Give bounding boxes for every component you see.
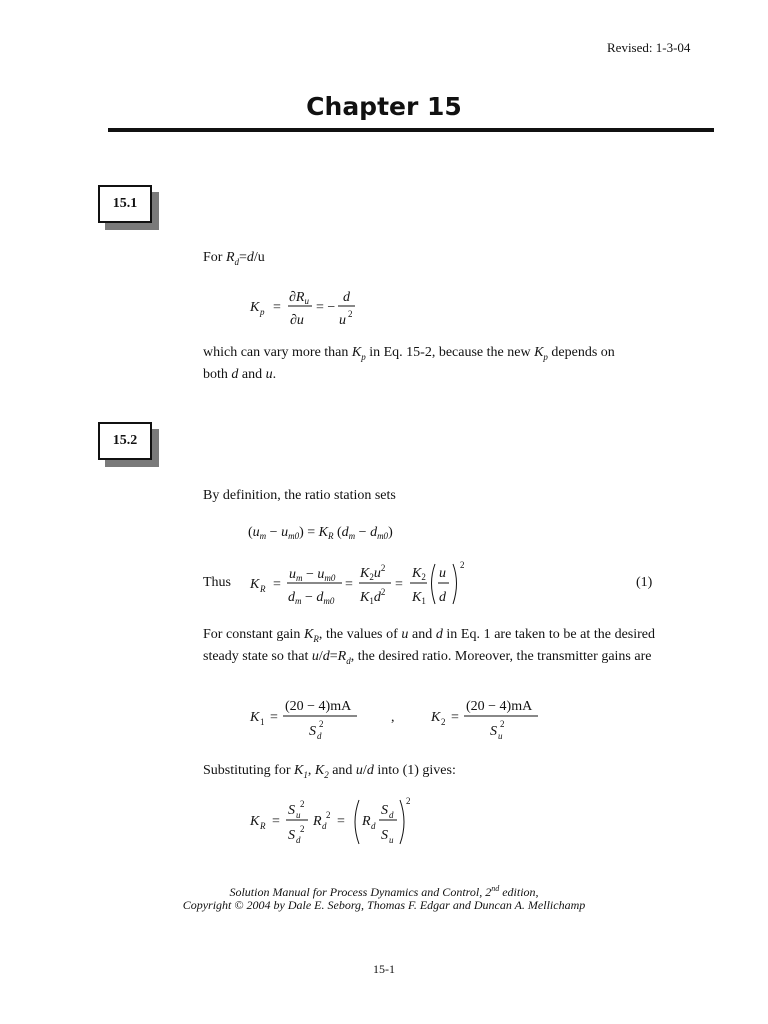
svg-text:R: R [313,814,322,829]
svg-text:K2u2: $K_2u^2$ [360,563,386,582]
svg-text:d: d [317,731,322,741]
para-b: in Eq. 15-2, because the new [365,345,535,360]
svg-text:2: 2 [441,717,446,727]
section-15-1-paragraph: which can vary more than $K_p$ in Eq. 15-2, because the new $K_p$ depends on both d and u. [203,345,615,382]
svg-text:2: 2 [300,799,305,809]
revised-date: Revised: 1-3-04 [607,40,691,55]
equation-kp [245,284,375,330]
svg-text:=: = [270,710,278,725]
svg-text:2: 2 [406,796,411,806]
svg-text:=: = [337,814,345,829]
section-label-15-1 [98,185,152,223]
svg-text:=: = [395,577,403,592]
svg-text:K1: $K_1$ [412,590,426,606]
title-rule [108,128,714,132]
svg-text:(20 − 4)mA: (20 − 4)mA [466,699,533,714]
subst-post: into (1) gives: [373,763,456,778]
intro-sub: d [234,256,240,267]
svg-text:S: S [490,724,497,739]
para-d: both [203,366,232,382]
svg-text:=: = [273,300,281,315]
svg-text:=: = [451,710,459,725]
svg-text:u: u [339,313,346,328]
svg-text:∂Ru: $\partial R_u$ [289,290,309,306]
svg-text:=: = [345,577,353,592]
svg-text:u: u [296,810,301,820]
svg-text:d: d [296,835,301,845]
kp-var: K [351,345,362,360]
svg-text:S: S [309,724,316,739]
equation-kr [245,558,475,610]
svg-text:=: = [272,814,280,829]
footer-edition: edition, [499,885,539,899]
svg-text:=: = [273,577,281,592]
intro-var: R [225,250,235,265]
subst-pre: Substituting for [203,763,295,778]
svg-text:d: d [371,821,376,831]
svg-text:K: K [250,300,260,315]
svg-text:∂u: ∂u [290,313,304,328]
intro-eq: =d/u [239,250,265,265]
section-label-text: 15.2 [98,422,152,460]
para-c: depends on [547,345,615,360]
equation-transmitter-gains [245,694,555,742]
svg-text:(um − um0) = KR (dm − dm0): $(u_m - u_{m0}) = K_R$ $(d_m - d_{m0})$ [248,525,393,541]
svg-text:K: K [431,710,441,725]
equation-kr-result [245,794,425,848]
svg-text:R: R [260,584,266,594]
svg-text:p: p [260,307,265,317]
chapter-title: Chapter 15 [306,92,462,121]
intro-text: For [203,250,226,265]
para-f: . [272,366,277,382]
var-d: d [231,366,239,382]
svg-text:1: 1 [260,717,265,727]
svg-text:d: d [389,810,394,820]
equation-ratio-station [245,518,445,544]
svg-text:d: d [439,590,446,605]
section-label-text: 15.1 [98,185,152,223]
svg-text:u: u [389,835,394,845]
svg-text:S: S [288,803,295,818]
svg-text:S: S [288,828,295,843]
footer-copyright: Copyright © 2004 by Dale E. Seborg, Thomas F. Edgar and Duncan A. Mellichamp [182,898,586,912]
svg-text:2: 2 [319,719,324,729]
svg-text:K: K [250,710,260,725]
svg-text:K: K [250,814,260,829]
svg-text:2: 2 [300,824,305,834]
var-u: u [265,366,273,382]
svg-text:R: R [260,821,266,831]
svg-text:R: R [362,814,371,829]
footer-title: Solution Manual for Process Dynamics and Control, 2 [229,885,492,899]
svg-text:K1d2: $K_1d^2$ [360,587,386,606]
page-number: 15-1 [373,962,395,976]
section-15-1-intro [203,249,265,271]
svg-text:2: 2 [500,719,505,729]
svg-text:u: u [498,731,503,741]
svg-text:um − um0: $u_m - u_{m0}$ [289,567,336,583]
svg-text:u: u [439,566,446,581]
svg-text:K2: $K_2$ [412,566,426,582]
svg-text:(20 − 4)mA: (20 − 4)mA [285,699,352,714]
svg-text:K: K [250,577,260,592]
section-label-15-2 [98,422,152,460]
svg-text:d: d [343,290,350,305]
svg-text:S: S [381,803,388,818]
section-15-2-paragraph: For constant gain $K_R$, the values of u and d in Eq. 1 are taken to be at the desired steady state so that $u/d=R_d$, the desired ratio. Moreover, the transmitter gains are [203,627,656,666]
svg-text:2: 2 [326,810,331,820]
section-15-2-intro: By definition, the ratio station sets [203,488,396,503]
thus-label: Thus [203,575,231,590]
equation-number: (1) [636,575,653,590]
svg-text:2: 2 [460,560,465,570]
para-a: which can vary more than [203,345,352,360]
kp-sub: p [361,351,366,362]
para-e: and [238,366,266,382]
svg-text:d: d [322,821,327,831]
svg-text:S: S [381,828,388,843]
footer-sup: nd [491,884,500,893]
svg-text:dm − dm0: $d_m - d_{m0}$ [288,590,335,606]
substitution-text: Substituting for $K_1$, $K_2$ and u/d into (1) gives: [203,763,456,780]
svg-text:2: 2 [348,309,353,319]
gain-separator-comma: , [391,710,395,725]
svg-text:= −: = − [316,300,336,315]
